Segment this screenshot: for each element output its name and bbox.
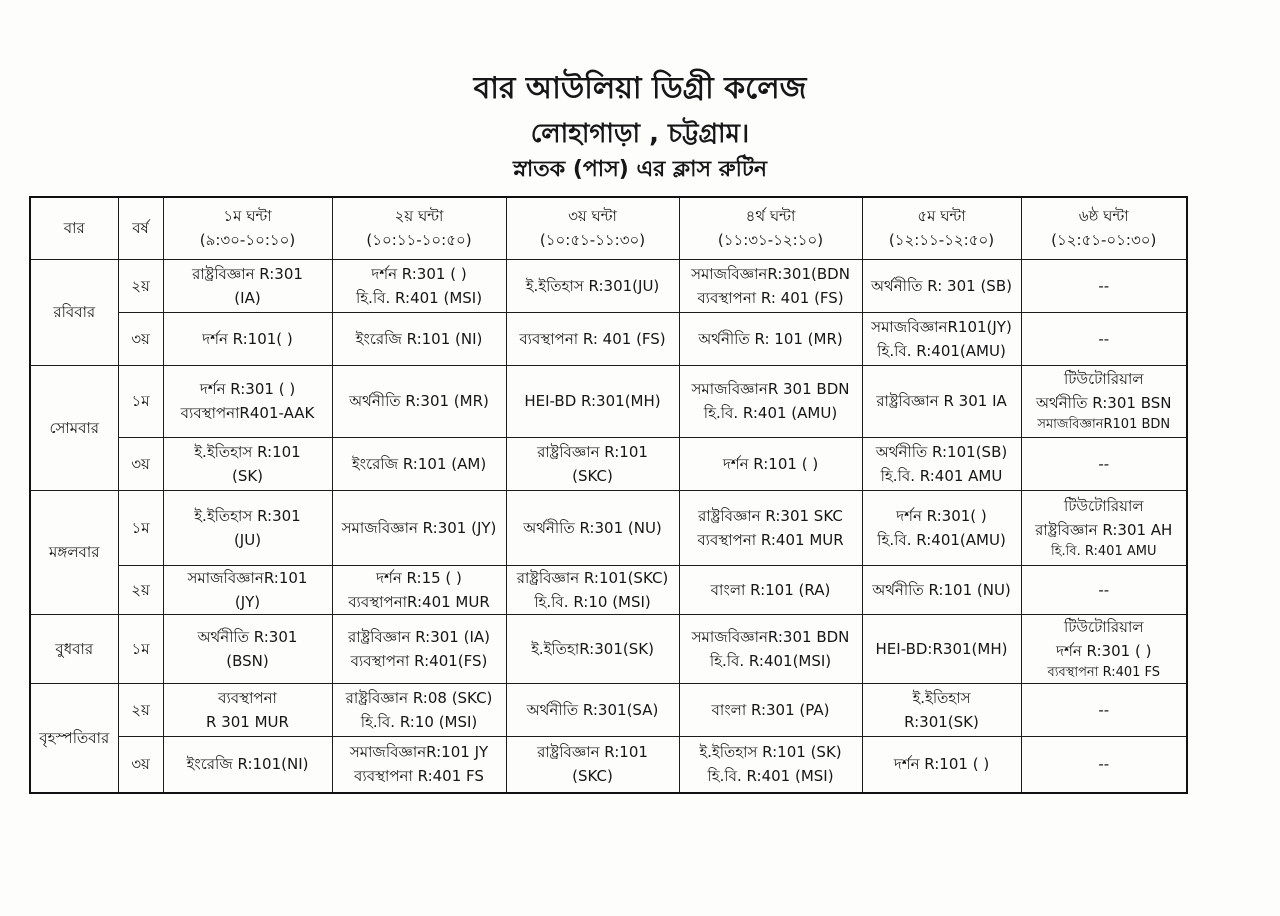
day-column-header: বার [30, 197, 118, 259]
cell-line: ব্যবস্থাপনা R: 401 (FS) [519, 329, 666, 348]
schedule-cell [163, 565, 332, 614]
cell-line: ব্যবস্থাপনা R:401 FS [1047, 664, 1161, 680]
cell-line: দর্শন R:15 ( ) [376, 568, 462, 587]
schedule-cell [679, 736, 862, 793]
cell-line: সমাজবিজ্ঞানR:301 BDN [691, 627, 850, 646]
class-routine-table [29, 196, 1188, 794]
schedule-cell [506, 312, 679, 365]
cell-line: অর্থনীতি R: 301 (SB) [871, 276, 1012, 295]
cell-line: টিউটোরিয়াল [1063, 617, 1144, 636]
cell-line: বাংলা R:101 (RA) [710, 580, 831, 599]
schedule-cell [506, 365, 679, 437]
cell-line: ই.ইতিহাস R:101 [194, 442, 301, 461]
day-cell: মঙ্গলবার [30, 490, 118, 614]
cell-line: HEI-BD R:301(MH) [524, 392, 661, 410]
schedule-cell [332, 437, 506, 490]
period-header [506, 197, 679, 259]
schedule-cell [163, 736, 332, 793]
schedule-cell [679, 259, 862, 312]
cell-line: দর্শন R:301 ( ) [1056, 641, 1152, 660]
cell-line: রাষ্ট্রবিজ্ঞান R:101 [537, 743, 648, 762]
schedule-cell [1021, 490, 1187, 565]
schedule-cell [332, 490, 506, 565]
table-row [30, 683, 1187, 736]
cell-line: (JY) [234, 592, 261, 611]
cell-line: -- [1098, 755, 1110, 774]
schedule-cell [1021, 565, 1187, 614]
cell-line: রাষ্ট্রবিজ্ঞান R 301 IA [876, 392, 1007, 410]
college-name: বার আউলিয়া ডিগ্রী কলেজ [473, 71, 807, 106]
cell-line: হি.বি. R:10 (MSI) [534, 592, 651, 611]
schedule-cell [506, 614, 679, 683]
period-name: ৫ম ঘন্টা [917, 207, 966, 226]
cell-line: হি.বি. R:401 (AMU) [703, 404, 838, 422]
cell-line: ই.ইতিহাস [912, 688, 971, 707]
schedule-cell [332, 312, 506, 365]
cell-line: রাষ্ট্রবিজ্ঞান R:101(SKC) [516, 568, 669, 587]
year-cell: ৩য় [118, 736, 163, 793]
cell-line: ই.ইতিহাস R:301 [194, 506, 301, 525]
schedule-cell [679, 565, 862, 614]
day-cell: বুধবার [30, 614, 118, 683]
day-cell: সোমবার [30, 365, 118, 490]
cell-line: সমাজবিজ্ঞানR:101 [187, 568, 308, 587]
table-row [30, 565, 1187, 614]
cell-line: রাষ্ট্রবিজ্ঞান R:301 (IA) [347, 627, 491, 646]
cell-line: ই.ইতিহাস R:301(JU) [525, 276, 660, 295]
cell-line: দর্শন R:101 ( ) [722, 454, 819, 473]
cell-line: সমাজবিজ্ঞানR 301 BDN [691, 380, 850, 398]
day-cell: বৃহস্পতিবার [30, 683, 118, 793]
cell-line: রাষ্ট্রবিজ্ঞান R:08 (SKC) [345, 688, 493, 707]
cell-line: হি.বি. R:401(AMU) [877, 341, 1006, 360]
cell-line: হি.বি. R:401(MSI) [709, 651, 832, 670]
cell-line: হি.বি. R:401 (MSI) [707, 767, 834, 786]
schedule-cell [862, 490, 1021, 565]
schedule-cell [163, 259, 332, 312]
cell-line: অর্থনীতি R:301 BSN [1036, 394, 1172, 412]
schedule-cell [1021, 614, 1187, 683]
cell-line: ব্যবস্থাপনা [218, 688, 277, 707]
cell-line: টিউটোরিয়াল [1063, 496, 1144, 515]
cell-line: ব্যবস্থাপনা R:401 FS [354, 767, 484, 786]
year-cell: ১ম [118, 490, 163, 565]
cell-line: ব্যবস্থাপনা R:401(FS) [350, 651, 488, 670]
schedule-cell [163, 365, 332, 437]
cell-line: (JU) [233, 530, 262, 549]
cell-line: অর্থনীতি R: 101 (MR) [698, 329, 843, 348]
cell-line: রাষ্ট্রবিজ্ঞান R:301 AH [1035, 520, 1173, 539]
schedule-cell [332, 683, 506, 736]
cell-line: -- [1098, 700, 1110, 719]
schedule-cell [1021, 437, 1187, 490]
cell-line: হি.বি. R:401 (MSI) [355, 288, 483, 307]
cell-line: দর্শন R:101( ) [202, 329, 293, 348]
college-location: লোহাগাড়া , চট্টগ্রাম। [530, 119, 750, 149]
schedule-cell [506, 259, 679, 312]
cell-line: রাষ্ট্রবিজ্ঞান R:301 [192, 264, 303, 283]
cell-line: (IA) [234, 288, 261, 307]
schedule-cell [1021, 259, 1187, 312]
schedule-cell [1021, 683, 1187, 736]
cell-line: দর্শন R:301( ) [896, 506, 987, 525]
schedule-cell [862, 565, 1021, 614]
cell-line: -- [1098, 580, 1110, 599]
period-header [332, 197, 506, 259]
period-header [862, 197, 1021, 259]
schedule-cell [332, 365, 506, 437]
period-header [1021, 197, 1187, 259]
schedule-cell [679, 614, 862, 683]
year-cell: ৩য় [118, 437, 163, 490]
period-time: (১০:৫১-১১:৩০) [539, 231, 646, 250]
cell-line: অর্থনীতি R:301 (NU) [523, 518, 662, 537]
period-time: (১২:১১-১২:৫০) [888, 231, 995, 250]
schedule-cell [332, 259, 506, 312]
schedule-cell [506, 565, 679, 614]
schedule-cell [679, 437, 862, 490]
schedule-cell [1021, 365, 1187, 437]
table-row [30, 259, 1187, 312]
cell-line: R 301 MUR [206, 712, 289, 731]
table-row [30, 437, 1187, 490]
cell-line: সমাজবিজ্ঞানR:301(BDN [691, 264, 850, 283]
year-cell: ২য় [118, 565, 163, 614]
cell-line: সমাজবিজ্ঞানR101 BDN [1037, 417, 1171, 432]
cell-line: ব্যবস্থাপনা R: 401 (FS) [697, 288, 844, 307]
period-name: ৪র্থ ঘন্টা [745, 207, 796, 226]
schedule-cell [862, 312, 1021, 365]
cell-line: অর্থনীতি R:301(SA) [526, 700, 659, 719]
cell-line: ই.ইতিহাR:301(SK) [531, 639, 654, 658]
table-row [30, 490, 1187, 565]
period-name: ৬ষ্ঠ ঘন্টা [1078, 207, 1129, 226]
day-cell: রবিবার [30, 259, 118, 365]
cell-line: হি.বি. R:401 AMU [880, 466, 1003, 485]
cell-line: অর্থনীতি R:301 (MR) [349, 392, 489, 410]
cell-line: হি.বি. R:10 (MSI) [360, 712, 478, 731]
schedule-cell [332, 736, 506, 793]
schedule-cell [163, 490, 332, 565]
year-cell: ৩য় [118, 312, 163, 365]
schedule-cell [163, 614, 332, 683]
table-row [30, 736, 1187, 793]
schedule-cell [506, 490, 679, 565]
period-name: ১ম ঘন্টা [223, 207, 272, 226]
schedule-cell [862, 614, 1021, 683]
cell-line: -- [1098, 329, 1110, 348]
cell-line: (SKC) [572, 767, 613, 786]
routine-title: স্নাতক (পাস) এর ক্লাস রুটিন [512, 157, 768, 182]
cell-line: অর্থনীতি R:301 [197, 627, 298, 646]
year-cell: ১ম [118, 365, 163, 437]
period-name: ৩য় ঘন্টা [568, 207, 617, 226]
cell-line: ব্যবস্থাপনাR401-AAK [180, 404, 315, 422]
schedule-cell [679, 683, 862, 736]
cell-line: -- [1098, 276, 1110, 295]
schedule-cell [679, 490, 862, 565]
schedule-cell [679, 365, 862, 437]
cell-line: ব্যবস্থাপনা R:401 MUR [697, 530, 844, 549]
period-time: (১১:৩১-১২:১০) [717, 231, 824, 250]
schedule-cell [332, 565, 506, 614]
cell-line: অর্থনীতি R:101 (NU) [872, 580, 1011, 599]
cell-line: ইংরেজি R:101 (NI) [355, 329, 483, 348]
cell-line: বাংলা R:301 (PA) [711, 700, 830, 719]
cell-line: রাষ্ট্রবিজ্ঞান R:301 SKC [698, 506, 843, 525]
schedule-cell [862, 683, 1021, 736]
schedule-cell [679, 312, 862, 365]
schedule-cell [163, 312, 332, 365]
schedule-cell [163, 437, 332, 490]
schedule-cell [1021, 736, 1187, 793]
cell-line: দর্শন R:301 ( ) [371, 264, 467, 283]
cell-line: (BSN) [226, 651, 269, 670]
schedule-cell [332, 614, 506, 683]
cell-line: (SKC) [572, 466, 613, 485]
cell-line: ইংরেজি R:101(NI) [186, 755, 309, 774]
cell-line: অর্থনীতি R:101(SB) [875, 442, 1008, 461]
cell-line: সমাজবিজ্ঞানR:101 JY [349, 743, 489, 762]
schedule-cell [1021, 312, 1187, 365]
period-name: ২য় ঘন্টা [394, 207, 444, 226]
cell-line: সমাজবিজ্ঞান R:301 (JY) [341, 518, 497, 537]
cell-line: হি.বি. R:401 AMU [1051, 543, 1157, 559]
schedule-cell [506, 736, 679, 793]
year-cell: ১ম [118, 614, 163, 683]
cell-line: ইংরেজি R:101 (AM) [351, 454, 487, 473]
schedule-cell [862, 259, 1021, 312]
period-time: (১০:১১-১০:৫০) [366, 231, 472, 250]
table-row [30, 614, 1187, 683]
period-time: (৯:৩০-১০:১০) [199, 231, 296, 250]
schedule-cell [862, 437, 1021, 490]
schedule-cell [506, 683, 679, 736]
period-time: (১২:৫১-০১:৩০) [1051, 231, 1157, 250]
cell-line: সমাজবিজ্ঞানR101(JY) [871, 317, 1012, 336]
schedule-cell [862, 365, 1021, 437]
cell-line: R:301(SK) [904, 712, 979, 731]
cell-line: (SK) [231, 466, 264, 485]
cell-line: ব্যবস্থাপনাR:401 MUR [348, 592, 490, 611]
table-row [30, 365, 1187, 437]
cell-line: রাষ্ট্রবিজ্ঞান R:101 [537, 442, 648, 461]
cell-line: দর্শন R:301 ( ) [199, 380, 296, 398]
cell-line: দর্শন R:101 ( ) [893, 755, 990, 774]
cell-line: -- [1098, 454, 1110, 473]
cell-line: টিউটোরিয়াল [1063, 370, 1144, 388]
year-cell: ২য় [118, 683, 163, 736]
schedule-cell [862, 736, 1021, 793]
year-column-header: বর্ষ [118, 197, 163, 259]
period-header [679, 197, 862, 259]
schedule-cell [506, 437, 679, 490]
cell-line: হি.বি. R:401(AMU) [877, 530, 1006, 549]
cell-line: HEI-BD:R301(MH) [875, 639, 1008, 658]
year-cell: ২য় [118, 259, 163, 312]
schedule-cell [163, 683, 332, 736]
table-row [30, 312, 1187, 365]
header-row [30, 197, 1187, 259]
cell-line: ই.ইতিহাস R:101 (SK) [699, 743, 842, 762]
period-header [163, 197, 332, 259]
